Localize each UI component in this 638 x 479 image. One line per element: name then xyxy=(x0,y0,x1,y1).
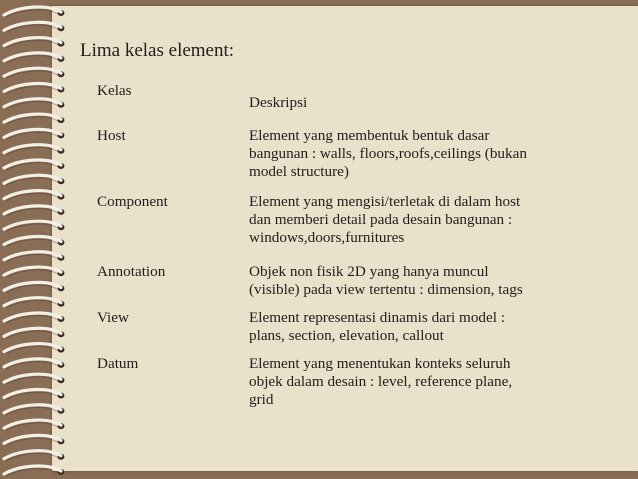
description-line: Element representasi dinamis dari model : xyxy=(249,309,505,326)
binding-ring xyxy=(4,22,64,32)
row-kelas: View xyxy=(97,309,129,326)
binding-ring xyxy=(4,451,64,461)
binding-ring xyxy=(4,389,64,399)
binding-ring xyxy=(4,206,64,216)
binding-ring xyxy=(4,435,64,445)
row-kelas: Datum xyxy=(97,355,139,372)
binding-ring xyxy=(4,83,64,93)
description-line: Element yang mengisi/terletak di dalam host xyxy=(249,193,521,210)
table-row xyxy=(97,181,579,247)
description-line: objek dalam desain : level, reference plane, xyxy=(249,373,513,390)
binding-ring xyxy=(4,221,64,231)
row-deskripsi xyxy=(249,299,579,345)
description-line: plans, section, elevation, callout xyxy=(249,327,444,344)
binding-ring xyxy=(4,298,64,308)
row-kelas: Component xyxy=(97,193,168,210)
spiral-binding xyxy=(0,0,70,479)
element-class-table xyxy=(97,82,579,409)
row-kelas: Host xyxy=(97,127,126,144)
description-line: windows,doors,furnitures xyxy=(249,229,405,246)
description-line: Element yang menentukan konteks seluruh xyxy=(249,355,511,372)
row-deskripsi xyxy=(249,247,579,299)
table-row xyxy=(97,112,579,181)
table-header-row xyxy=(97,82,579,112)
binding-ring xyxy=(4,191,64,201)
description-line: (visible) pada view tertentu : dimension, tags xyxy=(249,281,523,298)
row-deskripsi xyxy=(249,181,579,247)
binding-ring xyxy=(4,466,64,476)
binding-ring xyxy=(4,405,64,415)
table-row xyxy=(97,299,579,345)
row-deskripsi xyxy=(249,345,579,409)
binding-ring xyxy=(4,252,64,262)
description-line: Objek non fisik 2D yang hanya muncul xyxy=(249,263,489,280)
row-kelas: Annotation xyxy=(97,263,166,280)
binding-ring xyxy=(4,160,64,170)
binding-ring xyxy=(4,236,64,246)
binding-ring xyxy=(4,114,64,124)
binding-ring xyxy=(4,99,64,109)
table-row xyxy=(97,345,579,409)
description-line: dan memberi detail pada desain bangunan : xyxy=(249,211,513,228)
binding-ring xyxy=(4,374,64,384)
binding-ring xyxy=(4,344,64,354)
binding-ring xyxy=(4,7,64,17)
row-deskripsi xyxy=(249,112,579,181)
binding-ring xyxy=(4,68,64,78)
binding-ring xyxy=(4,313,64,323)
binding-ring xyxy=(4,328,64,338)
slide-title: Lima kelas element: xyxy=(80,40,235,61)
binding-ring xyxy=(4,129,64,139)
description-line: Element yang membentuk bentuk dasar xyxy=(249,127,490,144)
binding-ring xyxy=(4,267,64,277)
table-row xyxy=(97,247,579,299)
binding-ring xyxy=(4,175,64,185)
header-deskripsi: Deskripsi xyxy=(249,94,308,111)
header-kelas: Kelas xyxy=(97,82,132,99)
description-line: bangunan : walls, floors,roofs,ceilings (bukan xyxy=(249,145,527,162)
binding-ring xyxy=(4,420,64,430)
description-line: model structure) xyxy=(249,163,349,180)
description-line: grid xyxy=(249,391,274,408)
binding-ring xyxy=(4,145,64,155)
binding-ring xyxy=(4,53,64,63)
binding-ring xyxy=(4,359,64,369)
binding-ring xyxy=(4,38,64,48)
binding-ring xyxy=(4,282,64,292)
